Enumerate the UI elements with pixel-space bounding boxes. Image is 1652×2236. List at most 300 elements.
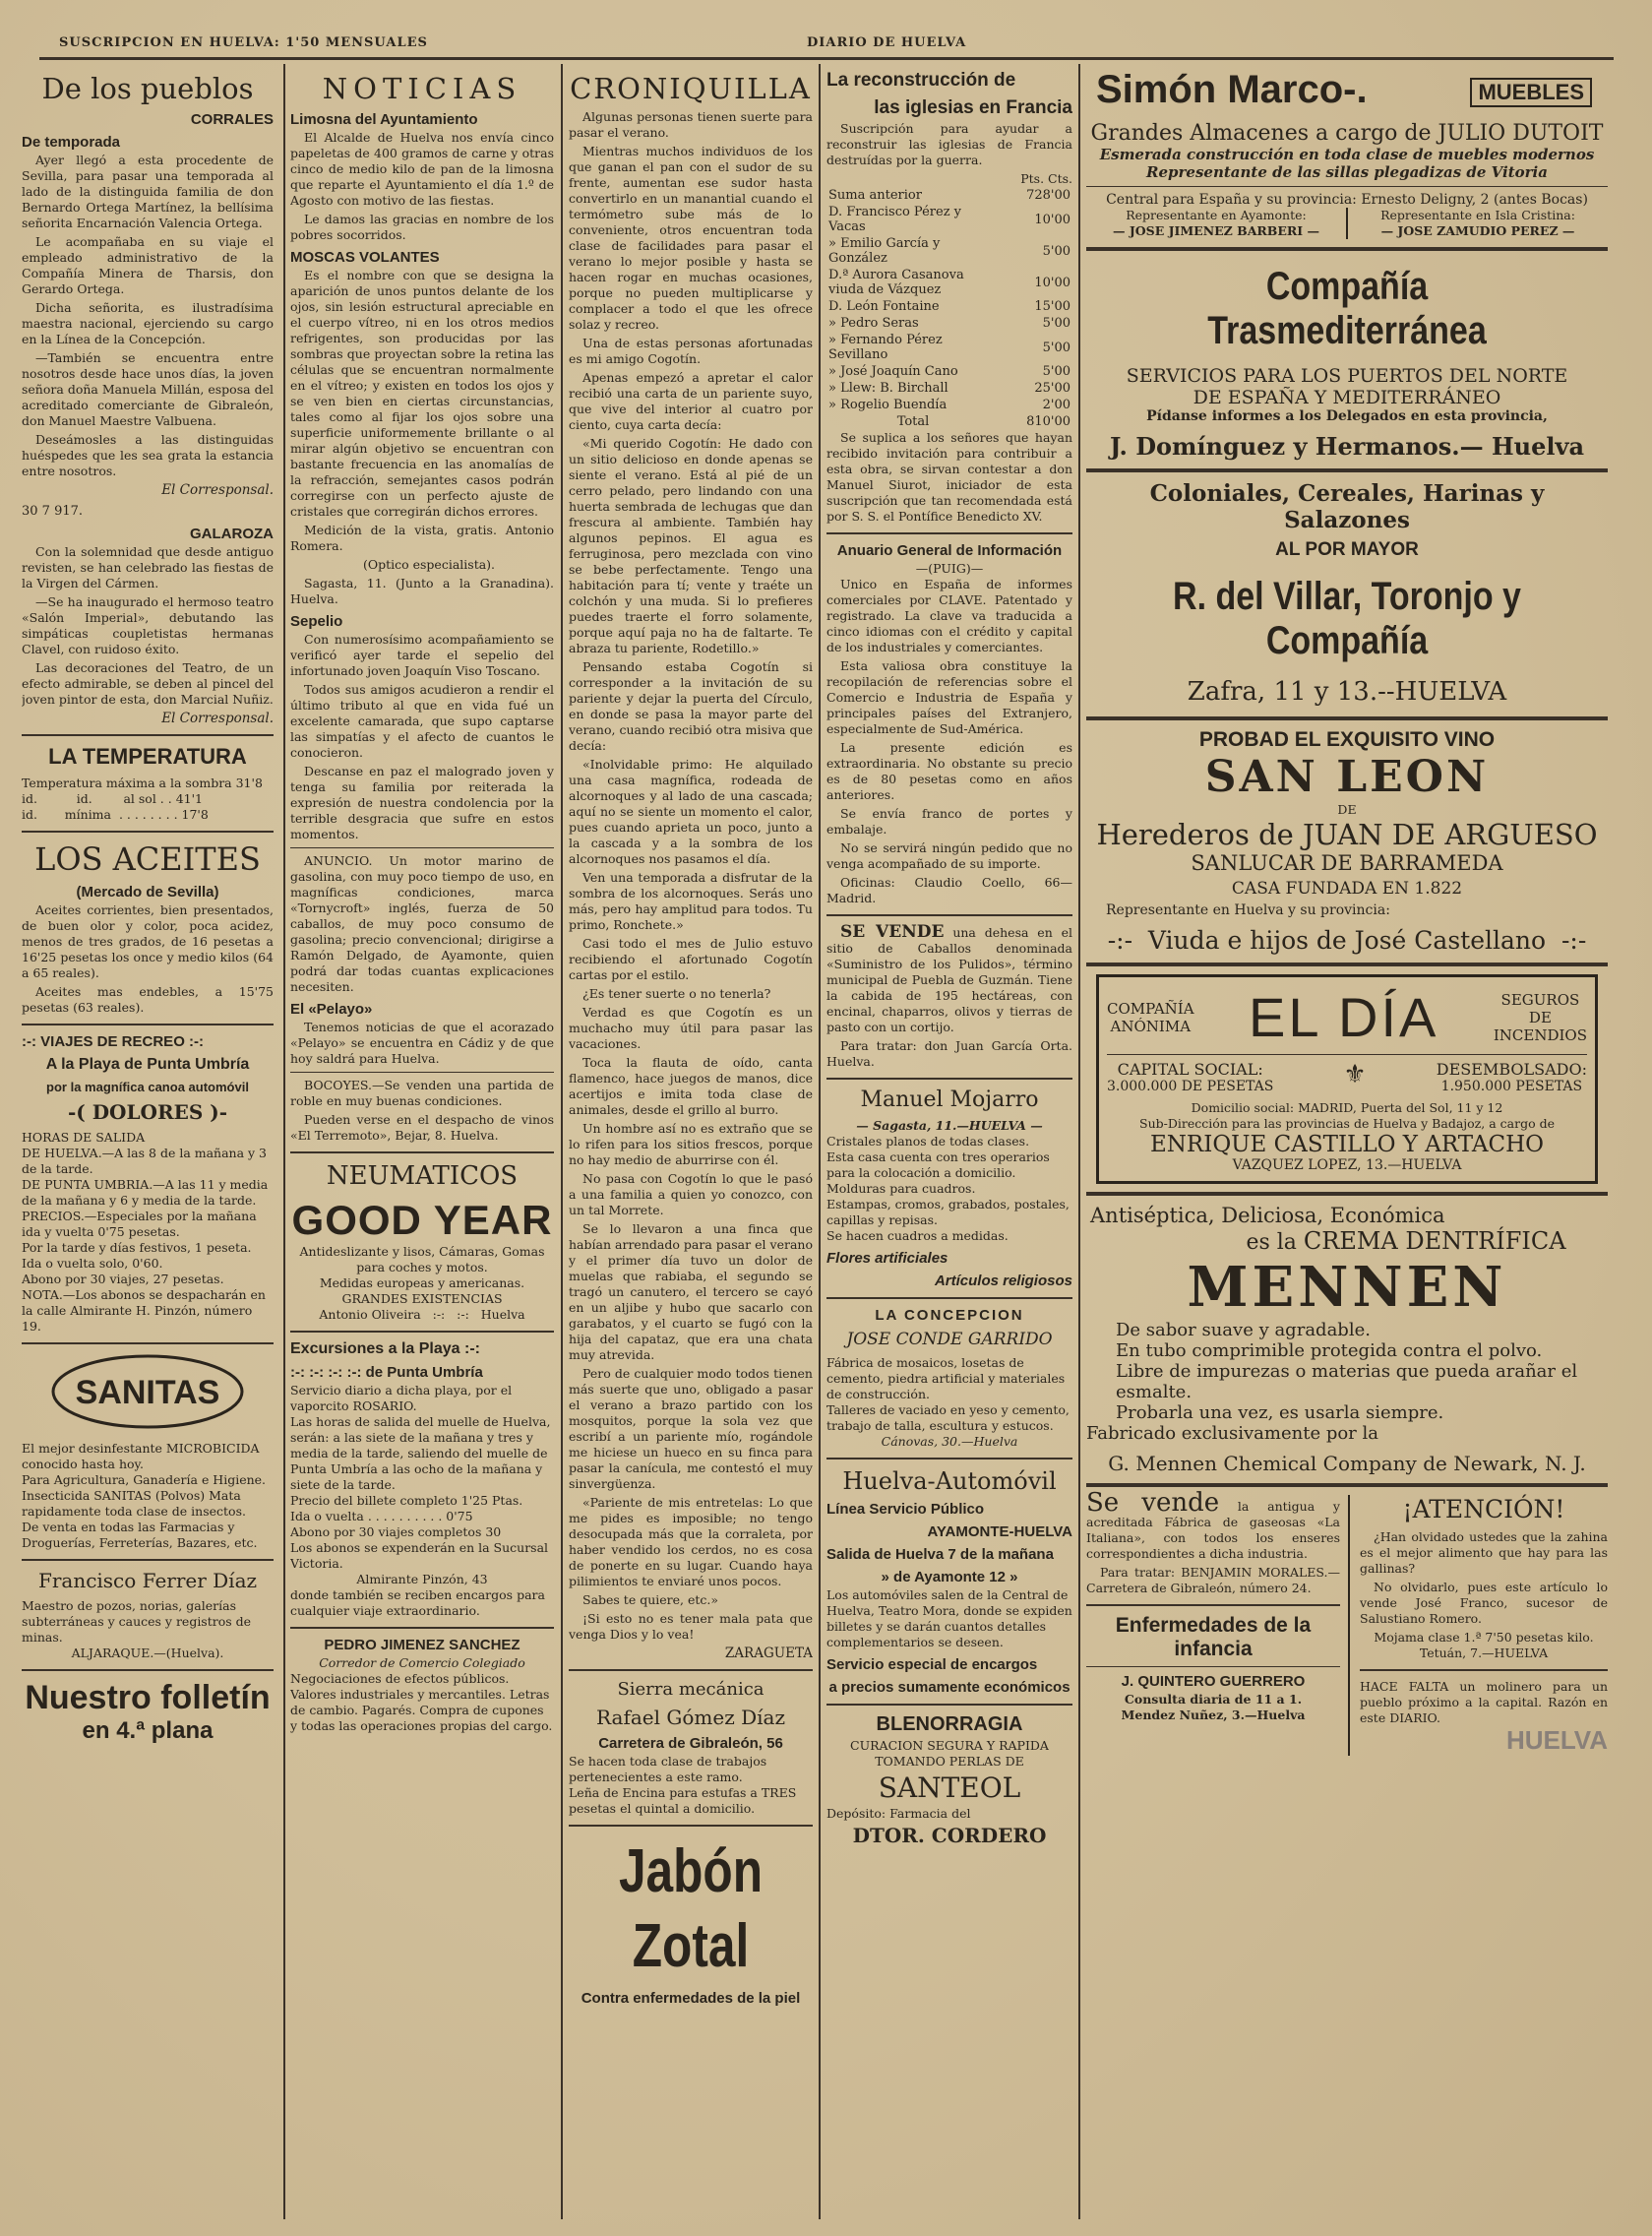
paragraph: El Alcalde de Huelva nos envía cinco papeletas de 400 gramos de carne y otras cinco de medio kilo de pan de la limosna que reparte el Ayuntamiento el día 1.º de Agosto con motivo de las fiestas.: [290, 130, 554, 208]
ad-line: — JOSE ZAMUDIO PEREZ —: [1380, 223, 1575, 238]
ad-line: PROBAD EL EXQUISITO VINO: [1198, 728, 1496, 751]
divider: [22, 1024, 274, 1025]
divider: [1086, 963, 1608, 966]
paragraph: ¡Si esto no es tener mala pata que venga Dios y lo vea!: [569, 1611, 813, 1642]
classified-ad: HACE FALTA un molinero para un pueblo próximo a la capital. Razón en este DIARIO.: [1360, 1679, 1608, 1725]
ad-line: DE: [1337, 802, 1357, 817]
ad-line: Tetuán, 7.—HUELVA: [1419, 1646, 1549, 1660]
simon-header: [1086, 64, 1608, 121]
ad-line: Fábrica de mosaicos, losetas de cemento, piedra artificial y materiales de construcción.: [826, 1355, 1066, 1401]
section-title: LA TEMPERATURA: [48, 744, 247, 769]
rep-ayamonte: [1086, 208, 1348, 239]
divider: [22, 831, 274, 833]
paragraph: Medición de la vista, gratis. Antonio Romera.: [290, 523, 554, 553]
ad-name: Francisco Ferrer Díaz: [37, 1569, 258, 1592]
table-row: [826, 397, 1072, 413]
ad-line: Medidas europeas y americanas.: [319, 1275, 525, 1290]
subheading: (Mercado de Sevilla): [76, 884, 219, 901]
paragraph: Dicha señorita, es ilustradísima maestra nacional, ejerciendo su cargo en la Línea de la Concepción.: [22, 300, 274, 346]
ad-line: Servicio especial de encargos: [826, 1656, 1038, 1673]
ad-title: Excursiones a la Playa :-:: [290, 1340, 480, 1357]
mennen-line2: [1204, 1227, 1608, 1255]
sanitas-logo: [22, 1352, 274, 1435]
classified-lead: Se vende: [1086, 1488, 1220, 1518]
ad-line: Fabricado exclusivamente por la: [1086, 1423, 1378, 1444]
ad-line: Antiséptica, Deliciosa, Económica: [1090, 1204, 1445, 1227]
boat-name: -( DOLORES )-: [67, 1100, 227, 1124]
paragraph: Sabes te quiere, etc.»: [582, 1592, 719, 1607]
divider: [826, 532, 1072, 534]
paragraph: Una de estas personas afortunadas es mi amigo Cogotín.: [569, 336, 813, 366]
section-title: las iglesias en Francia: [874, 97, 1072, 118]
schedule-line: NOTA.—Los abonos se despacharán en la calle Almirante H. Pinzón, número 19.: [22, 1287, 266, 1334]
ad-address: — Sagasta, 11.—HUELVA —: [856, 1118, 1043, 1133]
ad-line: ANÓNIMA: [1110, 1017, 1192, 1035]
divider: [22, 734, 274, 736]
folletin-subtitle: en 4.ª plana: [82, 1717, 214, 1744]
column-1: [22, 64, 274, 2219]
paragraph: Pueden verse en el despacho de vinos «El Terremoto», Bejar, 8. Huelva.: [290, 1112, 554, 1143]
ad-line: CREMA DENTRÍFICA: [1303, 1227, 1566, 1255]
ad-line: De venta en todas las Farmacias y Droguerías, Ferreterías, Bazares, etc.: [22, 1520, 258, 1550]
ad-name: SANTEOL: [878, 1771, 1021, 1804]
divider: [1086, 1192, 1608, 1196]
donor-name: » Pedro Seras: [828, 316, 919, 331]
donor-amount: 5'00: [1042, 316, 1071, 331]
paragraph: Un hombre así no es extraño que se lo rifen para los sitios frescos, porque no hay medio de aburrirse con él.: [569, 1121, 813, 1167]
divider: [826, 1297, 1072, 1299]
place-heading: CORRALES: [190, 111, 274, 128]
subscription-table: [826, 187, 1072, 430]
ad-line: SERVICIOS PARA LOS PUERTOS DEL NORTE: [1126, 365, 1568, 387]
signature: ZARAGUETA: [724, 1646, 813, 1661]
ad-line: Ida o vuelta . . . . . . . . . . 0'75: [290, 1509, 473, 1523]
signature: El Corresponsal.: [161, 482, 274, 498]
ad-line: Representante en Isla Cristina:: [1380, 208, 1575, 222]
masthead-bar: [39, 33, 1614, 60]
donor-name: » José Joaquín Cano: [828, 364, 958, 379]
news-heading: MOSCAS VOLANTES: [290, 249, 440, 266]
paragraph: Verdad es que Cogotín es un muchacho muy útil para pasar las vacaciones.: [569, 1005, 813, 1051]
paragraph: «Mi querido Cogotín: He dado con un sitio delicioso en donde apenas se siente el verano. Está al pié de un cerro pelado, pero lindando con una huerta sembrada de lechugas que dan frescura al ambiente. También hay algunos pepinos. El agua es ferruginosa, pero mezclada con vino se bebe perfectamente. Tengo una habitación para tí; vente y traéte un colchón y una muda. Si lo prefieres puedes traerte el forro solamente, porque aquí paja no ha de faltarte. Te abraza tu pariente, Rodetillo.»: [569, 436, 813, 655]
paragraph: —También se encuentra entre nosotros desde hace unos días, la joven señora doña Manuela Millán, esposa del acreditado comerciante de Gibraleón, don Manuel Maestre Valbuena.: [22, 350, 274, 428]
table-row: [826, 380, 1072, 397]
classified-lead: SE VENDE: [840, 922, 945, 942]
schedule-line: PRECIOS.—Especiales por la mañana ida y vuelta 0'75 pesetas.: [22, 1209, 257, 1239]
ad-line: TOMANDO PERLAS DE: [875, 1754, 1024, 1769]
eldia-ad: [1096, 974, 1598, 1184]
ad-line: Insecticida SANITAS (Polvos) Mata rapidamente toda clase de insectos.: [22, 1488, 246, 1519]
ad-title: ¡ATENCIÓN!: [1402, 1495, 1565, 1523]
ad-line: SEGUROS: [1500, 990, 1580, 1009]
paragraph: Casi todo el mes de Julio estuvo recibiendo el afortunado Cogotín cartas por el estilo.: [569, 936, 813, 982]
divider: [290, 1151, 554, 1153]
ad-title: LA CONCEPCION: [875, 1307, 1024, 1324]
section-title: LOS ACEITES: [34, 840, 261, 878]
divider: [1107, 1054, 1587, 1055]
ad-name: J. QUINTERO GUERRERO: [1121, 1673, 1306, 1690]
donor-amount: 728'00: [1026, 188, 1071, 203]
ad-line: De sabor suave y agradable.: [1116, 1320, 1371, 1340]
paragraph: Le damos las gracias en nombre de los pobres socorridos.: [290, 212, 554, 242]
divider: [22, 1669, 274, 1671]
ad-line: Para Agricultura, Ganadería e Higiene.: [22, 1472, 267, 1487]
total-value: 810'00: [1026, 414, 1071, 429]
paragraph: «Inolvidable primo: He alquilado una casa magnífica, rodeada de alcornoques y al lado de una cascada; aquí no se siente un momento el calor, pues cuando aprieta un poco, junto a la cascada y a la sombra de los alcornoques nos pasamos el día.: [569, 757, 813, 866]
ad-address: Zafra, 11 y 13.--HUELVA: [1187, 677, 1507, 707]
donor-amount: 2'00: [1042, 398, 1071, 412]
column-rule: [1078, 64, 1080, 2219]
subheading: De temporada: [22, 134, 121, 151]
ad-line: Almirante Pinzón, 43: [356, 1572, 488, 1586]
divider: [290, 1331, 554, 1333]
divider: [290, 1627, 554, 1629]
ad-name: PEDRO JIMENEZ SANCHEZ: [324, 1637, 520, 1653]
divider: [1086, 247, 1608, 251]
ad-line: Talleres de vaciado en yeso y cemento, trabajo de talla, escultura y estucos.: [826, 1402, 1070, 1433]
ad-line: CURACION SEGURA Y RAPIDA: [850, 1738, 1049, 1753]
ad-line: GRANDES EXISTENCIAS: [341, 1291, 503, 1306]
donor-amount: 15'00: [1034, 299, 1071, 314]
donor-name: » Emilio García y González: [828, 236, 941, 266]
ad-line: Molduras para cuadros.: [826, 1181, 976, 1196]
ad-line: a precios sumamente económicos: [828, 1679, 1071, 1696]
donor-name: » Fernando Pérez Sevillano: [828, 333, 943, 362]
paragraph: Todos sus amigos acudieron a rendir el último tributo al que en vida fué un excelente camarada, que supo captarse las simpatías y el afecto de cuantos le conocieron.: [290, 682, 554, 760]
divider: [826, 1704, 1072, 1706]
news-heading: Sepelio: [290, 613, 343, 630]
column-3: [569, 64, 813, 2219]
ad-line: Servicio diario a dicha playa, por el vaporcito ROSARIO.: [290, 1383, 513, 1413]
paragraph: Aceites mas endebles, a 15'75 pesetas (63 reales).: [22, 984, 274, 1015]
ad-line: Esta casa cuenta con tres operarios para la colocación a domicilio.: [826, 1149, 1050, 1180]
donor-amount: 5'00: [1042, 340, 1071, 355]
divider: [1086, 468, 1608, 472]
ad-name: Compañía Trasmediterránea: [1207, 265, 1487, 352]
classified-ad: [826, 924, 1072, 1035]
ad-line: Domicilio social: MADRID, Puerta del Sol, 11 y 12: [1191, 1100, 1503, 1115]
ad-line: J. Domínguez y Hermanos.— Huelva: [1110, 432, 1584, 461]
divider: [290, 847, 554, 848]
ad-title: Anuario General de Información: [836, 542, 1063, 559]
column-5: [1086, 64, 1608, 2219]
ad-line: COMPAÑÍA: [1107, 999, 1194, 1018]
table-row: [826, 267, 1072, 298]
divider: [1086, 716, 1608, 720]
schedule-line: Abono por 30 viajes, 27 pesetas.: [22, 1272, 224, 1286]
signature: El Corresponsal.: [161, 711, 274, 726]
section-title: De los pueblos: [41, 72, 254, 105]
news-heading: Limosna del Ayuntamiento: [290, 111, 478, 128]
table-row: [826, 332, 1072, 363]
ad-subtitle: A la Playa de Punta Umbría: [45, 1056, 250, 1073]
paragraph: Con la solemnidad que desde antiguo revisten, se han celebrado las fiestas de la Virgen del Cármen.: [22, 544, 274, 590]
ad-title: NEUMATICOS: [326, 1161, 519, 1191]
classified-ad: [1086, 1488, 1340, 1562]
ad-role: Corredor de Comercio Colegiado: [319, 1655, 525, 1670]
divider: [22, 1559, 274, 1561]
column-4: [826, 64, 1072, 2219]
eldia-capital: [1107, 1060, 1587, 1094]
divider: [1086, 1604, 1340, 1606]
paragraph: Le acompañaba en su viaje el empleado administrativo de la Compañía Minera de Tharsis, don Gerardo Ortega.: [22, 234, 274, 296]
ad-line: Pídanse informes a los Delegados en esta provincia,: [1146, 408, 1548, 424]
ad-name: Rafael Gómez Díaz: [596, 1706, 785, 1729]
schedule-line: Ida o vuelta solo, 0'60.: [22, 1256, 163, 1271]
ad-line: Representante en Ayamonte:: [1126, 208, 1307, 222]
rep-row: [1086, 208, 1608, 239]
ad-subtitle: AYAMONTE-HUELVA: [927, 1523, 1072, 1540]
paragraph: Tenemos noticias de que el acorazado «Pelayo» se encuentra en Cádiz y de que hoy saldrá para Huelva.: [290, 1020, 554, 1066]
ad-line: Negociaciones de efectos públicos. Valores industriales y mercantiles. Letras de cambio. Pagarés. Compra de cupones y todas las operaciones propias del cargo.: [290, 1671, 553, 1733]
divider: [569, 1825, 813, 1827]
ad-line: Herederos de JUAN DE ARGUESO: [1096, 818, 1598, 851]
paragraph: Pero de cualquier modo todos tienen más suerte que uno, obligado a pasar el verano a brazo partido con los mosquitos, porque la sola vez que escribí a un pariente mío, rogándole me hiciese un hueco en su finca para pasar la canícula, me contestó el muy sinvergüenza.: [569, 1366, 813, 1491]
divider: [290, 1072, 554, 1073]
paragraph: (Optico especialista).: [362, 557, 496, 572]
column-2: [290, 64, 554, 2219]
paragraph: No olvidarlo, pues este artículo lo vende José Franco, sucesor de Salustiano Romero.: [1360, 1580, 1608, 1626]
ad-line: Abono por 30 viajes completos 30: [290, 1524, 502, 1539]
ad-line: Los automóviles salen de la Central de Huelva, Teatro Mora, donde se expiden billetes y se darán cuantos detalles complementarios se deseen.: [826, 1587, 1072, 1649]
paragraph: ¿Han olvidado ustedes que la zahina es el mejor alimento que hay para las gallinas?: [1360, 1529, 1608, 1576]
divider: [1086, 186, 1608, 187]
ad-title: Enfermedades de la infancia: [1115, 1614, 1312, 1660]
ad-line: G. Mennen Chemical Company de Newark, N. J.: [1108, 1452, 1586, 1475]
section-title: CRONIQUILLA: [570, 72, 812, 105]
section-title: La reconstrucción de: [826, 70, 1016, 91]
table-row: [826, 235, 1072, 267]
ad-line: Flores artificiales: [826, 1250, 948, 1267]
ad-line: donde también se reciben encargos para cualquier viaje extraordinario.: [290, 1587, 545, 1618]
table-row: [826, 363, 1072, 380]
divider: [826, 914, 1072, 916]
ad-line: ENRIQUE CASTILLO Y ARTACHO: [1150, 1132, 1544, 1157]
donor-amount: 5'00: [1042, 243, 1071, 259]
paragraph: Unico en España de informes comerciales por CLAVE. Patentado y registrado. La clave va traducida a cinco idiomas con el crédito y capital de los industriales y comerciantes.: [826, 577, 1072, 654]
ad-subtitle: :-: :-: :-: :-: de Punta Umbría: [290, 1364, 483, 1381]
ad-line: Estampas, cromos, grabados, postales, capillas y repisas.: [826, 1197, 1070, 1227]
divider: [22, 1342, 274, 1344]
ad-line: es la: [1246, 1230, 1297, 1255]
ad-subtitle: Línea Servicio Público: [826, 1501, 985, 1518]
eldia-left: [1107, 1000, 1194, 1035]
crest-icon: ⚜: [1343, 1060, 1367, 1089]
ad-line: Representante de las sillas plegadizas de Vitoria: [1146, 163, 1548, 181]
ad-line: 1.950.000 PESETAS: [1440, 1079, 1583, 1094]
ad-name: MENNEN: [1187, 1255, 1507, 1320]
paragraph: Mientras muchos individuos de los que ganan el pan con el sudor de su frente, aumentan ese sudor hasta convertirlo en un manantial cuando el termómetro sube más de lo conveniente, otros encuentran toda clase de facilidades para pasar el verano lo mejor posible y hasta se hacen rogar en muchas ocasiones, porque no pueden multiplicarse y complacer a todo el que les ofrece solaz y recreo.: [569, 144, 813, 332]
paragraph: No pasa con Cogotín lo que le pasó a una familia a quien yo conozco, con un tal Morrete.: [569, 1171, 813, 1217]
ad-line: Cristales planos de todas clases.: [826, 1134, 1030, 1149]
ad-name: SAN LEON: [1204, 752, 1490, 802]
paragraph: Con numerosísimo acompañamiento se verificó ayer tarde el sepelio del infortunado joven Joaquín Viso Toscano.: [290, 632, 554, 678]
donor-name: » Rogelio Buendía: [828, 398, 948, 412]
paragraph: Suscripción para ayudar a reconstruir las iglesias de Francia destruídas por la guerra.: [826, 121, 1072, 167]
ad-name: DTOR. CORDERO: [852, 1824, 1047, 1847]
ad-line: Depósito: Farmacia del: [826, 1806, 971, 1821]
ad-line: Probarla una vez, es usarla siempre.: [1116, 1402, 1444, 1423]
paragraph: Ven una temporada a disfrutar de la sombra de los alcornoques. Serás uno más, pero hay amplitud para todos. Tu primo, Ronchete.»: [569, 870, 813, 932]
paragraph: No se servirá ningún pedido que no venga acompañado de su importe.: [826, 840, 1072, 871]
ad-line: Antonio Oliveira :-: :-: Huelva: [319, 1307, 525, 1322]
column-rule: [561, 64, 563, 2219]
ad-line: Antideslizante y lisos, Cámaras, Gomas para coches y motos.: [299, 1244, 545, 1274]
paragraph: —Se ha inaugurado el hermoso teatro «Salón Imperial», debutando las simpáticas coupletistas hermanas Clavel, con ruidoso éxito.: [22, 594, 274, 656]
donor-name: D. Francisco Pérez y Vacas: [828, 205, 962, 234]
paragraph: Para tratar: BENJAMIN MORALES.—Carretera de Gibraleón, número 24.: [1086, 1565, 1340, 1595]
donor-name: D.ª Aurora Casanova viuda de Vázquez: [828, 268, 964, 297]
ad-line: Mendez Nuñez, 3.—Huelva: [1121, 1708, 1306, 1722]
table-row: [826, 204, 1072, 235]
column-rule: [283, 64, 285, 2219]
news-heading: El «Pelayo»: [290, 1001, 373, 1018]
ad-address: Cánovas, 30.—Huelva: [881, 1434, 1018, 1449]
ad-line: Esmerada construcción en toda clase de muebles modernos: [1099, 146, 1595, 163]
capital-block: [1107, 1060, 1273, 1094]
donor-amount: 10'00: [1034, 212, 1071, 227]
ad-line: INCENDIOS: [1493, 1025, 1587, 1044]
table-row: [826, 187, 1072, 204]
ad-line: SANLUCAR DE BARRAMEDA: [1191, 851, 1503, 875]
paragraph: Las decoraciones del Teatro, de un efecto admirable, se deben al pincel del joven pintor de esta, don Marcial Nuñiz.: [22, 660, 274, 707]
paragraph: La presente edición es extraordinaria. No obstante su precio es de 80 pesetas como en años anteriores.: [826, 740, 1072, 802]
ad-line: Las horas de salida del muelle de Huelva, serán: a las siete de la mañana y tres y media de la tarde, saliendo del muelle de Punta Umbría a las ocho de la mañana y siete de la tarde.: [290, 1414, 551, 1492]
ad-address: ALJARAQUE.—(Huelva).: [71, 1646, 224, 1660]
ad-line: 3.000.000 DE PESETAS: [1107, 1079, 1274, 1094]
divider: [569, 1669, 813, 1671]
donor-name: Suma anterior: [828, 188, 922, 203]
paragraph: Se suplica a los señores que hayan recibido invitación para contribuir a esta obra, se sirvan contestar a don Manuel Siurot, iniciador de esta suscripción que tan recomendada está por S. S. el Pontífice Benedicto XV.: [826, 430, 1072, 524]
divider: [1086, 1666, 1340, 1667]
ad-line: DESEMBOLSADO:: [1436, 1060, 1587, 1079]
ad-line: CASA FUNDADA EN 1.822: [1231, 879, 1463, 899]
ad-line: Los abonos se expenderán en la Sucursal Victoria.: [290, 1540, 549, 1571]
temp-row: id. id. al sol . . 41'1: [22, 791, 203, 806]
ad-subtitle: Salida de Huelva 7 de la mañana: [826, 1546, 1054, 1563]
paragraph: Es el nombre con que se designa la aparición de unos puntos delante de los ojos, sin lesión estructural apreciable en el cuerpo vítreo, ni en los otros medios refrigentes, son producidas por las sombras que proyectan sobre la retina las células que se encuentran normalmente en el vítreo; y existen en todos los ojos y se ven bien en ciertas circunstancias, tales como al fijar los ojos sobre una superficie uniformemente brillante o al mirar algún objetivo se encuentran con bastante frecuencia en las anomalías de la refracción, semejantes casos podrán corregirse con un perfecto ajuste de cristales que corregirán dichos errores.: [290, 268, 554, 519]
donor-name: » Llew: B. Birchall: [828, 381, 948, 396]
paragraph: Se envía franco de portes y embalaje.: [826, 806, 1072, 837]
ad-line: Mojama clase 1.ª 7'50 pesetas kilo.: [1374, 1630, 1594, 1645]
eldia-right: [1494, 991, 1587, 1044]
ad-line: Libre de impurezas o materias que pueda arañar el esmalte.: [1116, 1361, 1578, 1402]
donor-amount: 25'00: [1034, 381, 1071, 396]
paragraph: Toca la flauta de oído, canta flamenco, hace juegos de manos, dice acertijos e imita toda clase de animales, desde el grillo al burro.: [569, 1055, 813, 1117]
ad-line: El mejor desinfestante MICROBICIDA conocido hasta hoy.: [22, 1441, 260, 1471]
ad-line: Consulta diaria de 11 a 1.: [1124, 1692, 1303, 1707]
paragraph: ¿Es tener suerte o no tenerla?: [582, 986, 771, 1001]
paragraph: Ayer llegó a esta procedente de Sevilla, para pasar una temporada al lado de la distinguida familia de don Bernardo Ortega Martínez, la bellísima señorita Encarnación Valencia Ortega.: [22, 153, 274, 230]
paragraph: Pensando estaba Cogotín si corresponder a la invitación de su pariente y dejar la puerta del Círculo, en donde se pasa la mayor parte del verano, cuando recibió otra misiva que decía:: [569, 659, 813, 753]
ad-subtitle: » de Ayamonte 12 »: [881, 1569, 1018, 1585]
paragraph: Apenas empezó a apretar el calor recibió una carta de un pariente suyo, que vive del interior al cuatro por ciento, cuya carta decía:: [569, 370, 813, 432]
table-row: [826, 315, 1072, 332]
ad-line: Coloniales, Cereales, Harinas y Salazones: [1149, 480, 1545, 533]
paragraph: Aceites corrientes, bien presentados, de buen olor y color, poca acidez, menos de tres grados, de 16 pesetas a 16'25 pesetas los once y medio kilos (64 a 65 reales).: [22, 902, 274, 980]
ad-title: BLENORRAGIA: [876, 1713, 1023, 1735]
folletin-title: Nuestro folletín: [25, 1679, 271, 1716]
paper-title-line: DIARIO DE HUELVA: [807, 35, 967, 50]
sanitas-logo-text: SANITAS: [75, 1374, 220, 1411]
ad-line: Leña de Encina para estufas a TRES pesetas el quintal a domicilio.: [569, 1785, 797, 1816]
ad-title: Sierra mecánica: [617, 1679, 765, 1700]
paragraph: Se lo llevaron a una finca que habían arrendado para pasar el verano y el primer día tuvo un dolor de muelas que rabiaba, el segundo se tragó un canutero, el tercero se cayó en un aljibe y hubo que sacarlo con garabatos, y el cuarto se fugó con la hija del capataz, que era una chata muy atrevida.: [569, 1221, 813, 1362]
ad-address: Carretera de Gibraleón, 56: [598, 1735, 783, 1752]
ad-name: Simón Marco-.: [1096, 68, 1368, 111]
ad-line: En tubo comprimible protegida contra el polvo.: [1116, 1340, 1543, 1361]
column-rule: [819, 64, 821, 2219]
section-title: NOTICIAS: [322, 72, 522, 105]
bottom-right-ads: [1350, 1495, 1608, 1756]
schedule-line: DE HUELVA.—A las 8 de la mañana y 3 de la tarde.: [22, 1146, 268, 1176]
ad-line: Grandes Almacenes a cargo de JULIO DUTOIT: [1090, 121, 1604, 146]
place-heading: GALAROZA: [190, 526, 274, 542]
ad-line: CAPITAL SOCIAL:: [1117, 1060, 1263, 1079]
ad-name: R. del Villar, Toronjo y Compañía: [1173, 575, 1521, 662]
ad-subtitle: —(PUIG)—: [915, 561, 984, 576]
ad-line: Precio del billete completo 1'25 Ptas.: [290, 1493, 523, 1508]
subscription-line: SUSCRIPCION EN HUELVA: 1'50 MENSUALES: [59, 35, 428, 50]
sanitas-oval-icon: [49, 1352, 246, 1431]
ad-line: -:- Viuda e hijos de José Castellano -:-: [1107, 926, 1587, 955]
ad-line: AL POR MAYOR: [1275, 539, 1419, 560]
bottom-ads-row: [1086, 1488, 1608, 1756]
schedule-line: Por la tarde y días festivos, 1 peseta.: [22, 1240, 252, 1255]
schedule-line: HORAS DE SALIDA: [22, 1130, 146, 1145]
divider: [1360, 1669, 1608, 1671]
eldia-header: [1107, 985, 1587, 1049]
paragraph: Oficinas: Claudio Coello, 66—Madrid.: [826, 875, 1072, 905]
divider: [826, 1078, 1072, 1080]
paragraph: Sagasta, 11. (Junto a la Granadina). Huelva.: [290, 576, 554, 606]
paragraph: ANUNCIO. Un motor marino de gasolina, con muy poco tiempo de uso, en magníficas condiciones, marca «Tornycroft» inglés, fuerza de 50 caballos, de muy poco consumo de gasolina; precio convencional; dirigirse a Ramón Delgado, de Ayamonte, quien podrá dar todas cuantas explicaciones necesiten.: [290, 853, 554, 994]
ad-line: Contra enfermedades de la piel: [581, 1990, 801, 2007]
rep-isla: [1348, 208, 1608, 239]
paragraph: Esta valiosa obra constituye la recopilación de referencias sobre el Comercio e Industria de España y principales países del Extranjero, especialmente de Sud-América.: [826, 658, 1072, 736]
ad-subtitle: por la magnífica canoa automóvil: [46, 1080, 249, 1094]
bottom-left-ads: [1086, 1488, 1350, 1756]
paragraph: Para tratar: don Juan García Orta. Huelva.: [826, 1038, 1072, 1069]
dateline: 30 7 917.: [22, 504, 84, 519]
column-unit: Pts. Cts.: [1020, 171, 1072, 186]
ad-line: DE: [1528, 1008, 1552, 1026]
library-stamp: HUELVA: [1505, 1725, 1608, 1755]
ad-tag: MUEBLES: [1470, 78, 1592, 107]
paragraph: BOCOYES.—Se venden una partida de roble en muy buenas condiciones.: [290, 1078, 554, 1108]
divider: [1086, 1483, 1608, 1487]
ad-name: JOSE CONDE GARRIDO: [846, 1330, 1053, 1349]
total-label: Total: [896, 414, 930, 429]
ad-title: :-: VIAJES DE RECREO :-:: [22, 1033, 205, 1050]
ad-line: DE ESPAÑA Y MEDITERRÁNEO: [1193, 387, 1501, 408]
paragraph: Algunas personas tienen suerte para pasar el verano.: [569, 109, 813, 140]
desembolsado-block: [1437, 1060, 1587, 1094]
table-row: [826, 298, 1072, 315]
ad-line: Sub-Dirección para las provincias de Huelva y Badajoz, a cargo de: [1139, 1116, 1555, 1131]
ad-title: Huelva-Automóvil: [842, 1467, 1057, 1495]
temp-row: id. mínima . . . . . . . . 17'8: [22, 807, 209, 822]
paragraph: Deseámosles a las distinguidas huéspedes que les sea grata la estancia entre nosotros.: [22, 432, 274, 478]
donor-amount: 10'00: [1034, 275, 1071, 290]
ad-line: Central para España y su provincia: Ernesto Deligny, 2 (antes Bocas): [1106, 192, 1588, 208]
classified-text: una dehesa en el sitio de Caballos denominada «Suministro de los Pulidos», término municipal de Puebla de Guzmán. Tiene la cabida de 195 hectáreas, con encinal, chaparros, olivos y tierras de pasto con un cortijo.: [826, 925, 1072, 1034]
goodyear-logo: GOOD YEAR: [291, 1197, 553, 1243]
ad-line: Artículos religiosos: [934, 1273, 1072, 1289]
ad-line: Representante en Huelva y su provincia:: [1106, 902, 1390, 918]
donor-name: D. León Fontaine: [828, 299, 940, 314]
ad-line: VAZQUEZ LOPEZ, 13.—HUELVA: [1232, 1157, 1462, 1173]
